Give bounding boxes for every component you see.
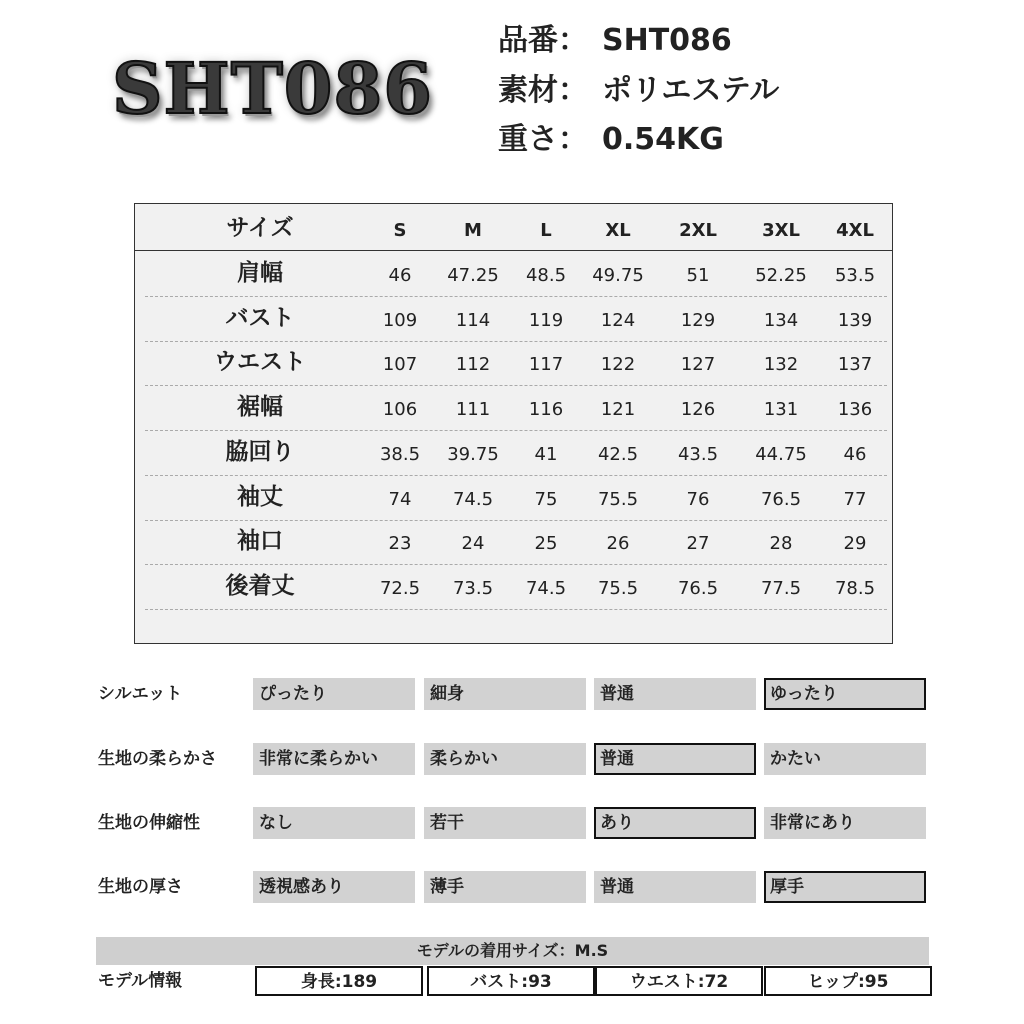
attribute-option: かたい [764, 743, 926, 775]
attribute-label: 生地の伸縮性 [98, 813, 200, 833]
measure-value: 75 [534, 488, 558, 510]
measure-value: 53.5 [834, 265, 876, 286]
measure-value: 121 [600, 399, 636, 421]
measure-value: 74.5 [525, 577, 567, 599]
size-header-l: L [540, 220, 552, 241]
attribute-option-selected: 普通 [594, 743, 756, 775]
measure-name: 肩幅 [237, 260, 283, 286]
measure-value: 39.75 [447, 443, 499, 465]
measure-value: 78.5 [834, 577, 876, 599]
attribute-option: 透視感あり [253, 871, 415, 903]
model-wearing-size: モデルの着用サイズ：M.S [96, 937, 929, 965]
row-divider [145, 564, 887, 565]
spec-label: 重さ： [498, 122, 588, 157]
measure-value: 134 [763, 309, 799, 331]
attribute-label: シルエット [98, 684, 183, 704]
measure-value: 132 [763, 354, 799, 376]
measure-name: バスト [225, 304, 295, 331]
measure-value: 112 [455, 354, 491, 376]
measure-value: 137 [837, 354, 873, 376]
attribute-option-selected: ゆったり [764, 678, 926, 710]
measure-name: 後着丈 [225, 572, 295, 599]
measure-value: 52.25 [755, 265, 807, 286]
measure-value: 76.5 [677, 577, 719, 599]
size-header-s: S [393, 220, 407, 241]
model-stat: ウエスト:72 [595, 966, 763, 996]
measure-value: 74.5 [452, 488, 494, 510]
measure-value: 42.5 [597, 443, 639, 465]
product-logo: SHT086 [112, 47, 433, 130]
spec-value: SHT086 [602, 23, 732, 58]
row-divider [145, 341, 887, 342]
size-header-3xl: 3XL [762, 220, 800, 241]
attribute-option: ぴったり [253, 678, 415, 710]
measure-value: 77.5 [760, 577, 802, 599]
attribute-option: 細身 [424, 678, 586, 710]
measure-value: 139 [837, 309, 873, 331]
attribute-option: 薄手 [424, 871, 586, 903]
attribute-option: 若干 [424, 807, 586, 839]
attribute-option: 非常に柔らかい [253, 743, 415, 775]
attribute-option: 柔らかい [424, 743, 586, 775]
spec-value: 0.54KG [602, 122, 724, 157]
measure-value: 74 [388, 488, 412, 510]
measure-value: 116 [528, 399, 564, 421]
attribute-option-selected: あり [594, 807, 756, 839]
size-header-xl: XL [605, 220, 631, 241]
measure-value: 51 [686, 265, 710, 286]
attribute-option: なし [253, 807, 415, 839]
measure-value: 109 [382, 309, 418, 331]
measure-value: 46 [388, 265, 412, 286]
measure-value: 111 [455, 399, 491, 421]
measure-value: 77 [843, 488, 867, 510]
measure-value: 136 [837, 399, 873, 421]
spec-row [498, 120, 724, 160]
measure-value: 44.75 [755, 443, 807, 465]
measure-value: 76 [686, 488, 710, 510]
attribute-option-selected: 厚手 [764, 871, 926, 903]
measure-value: 29 [843, 533, 867, 555]
measure-name: 脇回り [225, 438, 295, 465]
measure-value: 117 [528, 354, 564, 376]
measure-value: 27 [686, 533, 710, 555]
row-divider [145, 475, 887, 476]
attribute-option: 普通 [594, 678, 756, 710]
model-stat: ヒップ:95 [764, 966, 932, 996]
measure-value: 107 [382, 354, 418, 376]
measure-value: 43.5 [677, 443, 719, 465]
size-chart-table [134, 203, 893, 644]
measure-value: 48.5 [525, 265, 567, 286]
header-divider [135, 250, 892, 251]
measure-value: 119 [528, 309, 564, 331]
measure-value: 122 [600, 354, 636, 376]
row-divider [145, 296, 887, 297]
row-divider [145, 609, 887, 610]
measure-value: 41 [534, 443, 558, 465]
measure-value: 126 [680, 399, 716, 421]
model-stat: バスト:93 [427, 966, 595, 996]
attribute-label: 生地の厚さ [98, 877, 183, 897]
measure-name: 袖口 [237, 528, 283, 555]
size-header-label: サイズ [226, 215, 294, 241]
measure-value: 24 [461, 533, 485, 555]
size-header-m: M [464, 220, 482, 241]
attribute-option: 非常にあり [764, 807, 926, 839]
measure-value: 28 [769, 533, 793, 555]
measure-value: 75.5 [597, 577, 639, 599]
measure-name: ウエスト [214, 349, 306, 376]
attribute-label: 生地の柔らかさ [98, 749, 217, 769]
measure-value: 129 [680, 309, 716, 331]
spec-row [498, 71, 779, 111]
model-stat: 身長:189 [255, 966, 423, 996]
measure-value: 23 [388, 533, 412, 555]
spec-row [498, 21, 732, 61]
size-header-4xl: 4XL [836, 220, 874, 241]
measure-value: 76.5 [760, 488, 802, 510]
row-divider [145, 385, 887, 386]
size-header-2xl: 2XL [679, 220, 717, 241]
row-divider [145, 520, 887, 521]
row-divider [145, 430, 887, 431]
measure-value: 47.25 [447, 265, 499, 286]
measure-value: 49.75 [592, 265, 644, 286]
measure-value: 46 [843, 443, 867, 465]
spec-label: 品番： [498, 23, 588, 58]
measure-value: 72.5 [379, 577, 421, 599]
measure-value: 75.5 [597, 488, 639, 510]
measure-name: 袖丈 [237, 483, 283, 510]
measure-value: 25 [534, 533, 558, 555]
model-info-label: モデル情報 [98, 971, 183, 991]
measure-value: 124 [600, 309, 636, 331]
measure-value: 26 [606, 533, 630, 555]
measure-value: 73.5 [452, 577, 494, 599]
measure-value: 127 [680, 354, 716, 376]
measure-value: 106 [382, 399, 418, 421]
measure-value: 114 [455, 309, 491, 331]
measure-value: 38.5 [379, 443, 421, 465]
measure-value: 131 [763, 399, 799, 421]
attribute-option: 普通 [594, 871, 756, 903]
spec-value: ポリエステル [602, 73, 780, 108]
spec-label: 素材： [498, 73, 588, 108]
measure-name: 裾幅 [237, 394, 283, 421]
